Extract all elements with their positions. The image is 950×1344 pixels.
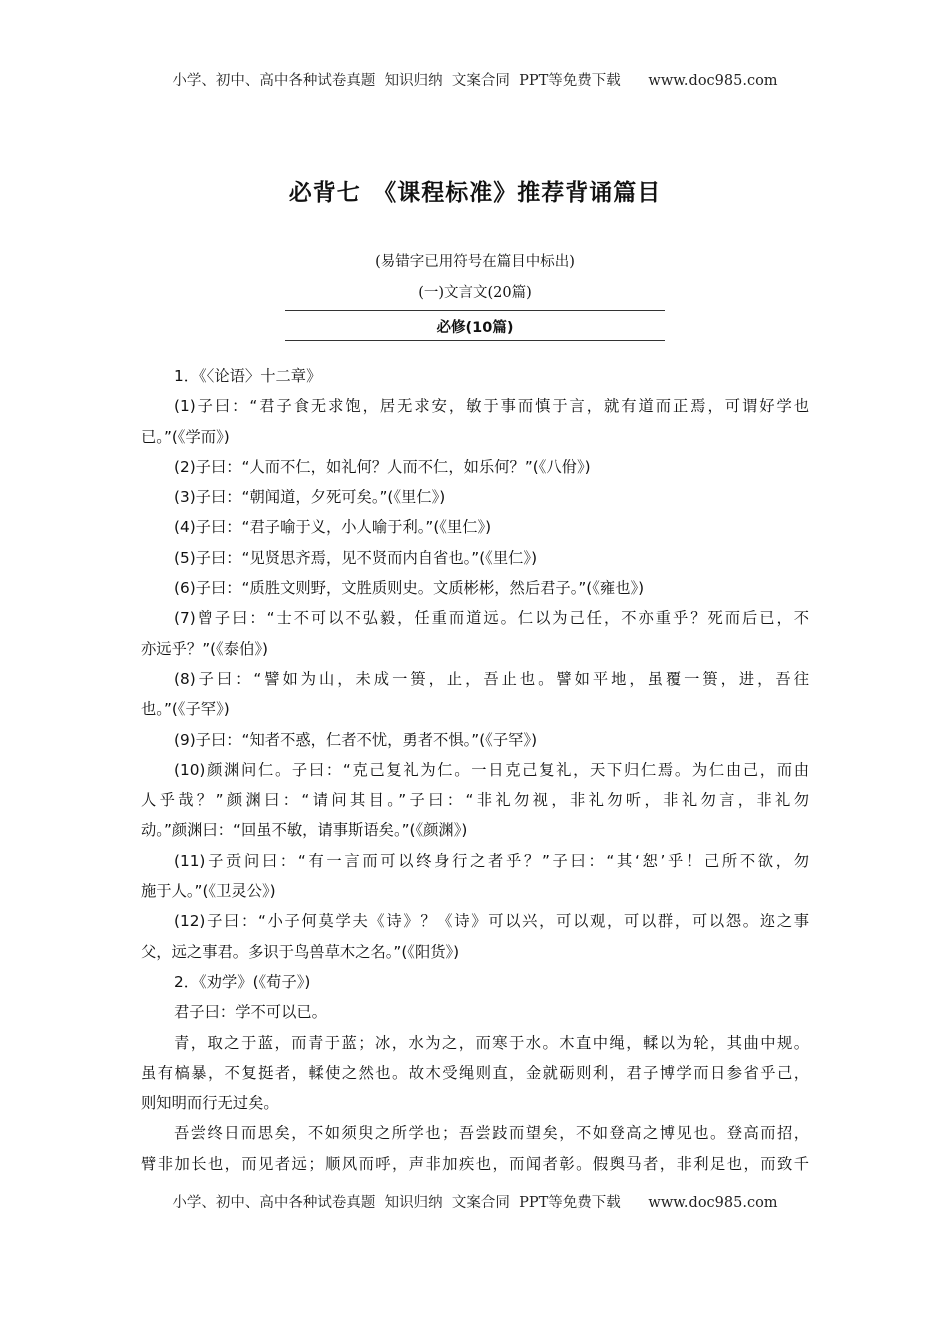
text-line: (12)子曰：“小子何莫学夫《诗》？《诗》可以兴，可以观，可以群，可以怨。迩之事 xyxy=(174,912,809,931)
item-heading: 2．《劝学》(《荀子》) xyxy=(174,972,311,991)
text-line: 吾尝终日而思矣，不如须臾之所学也；吾尝跂而望矣，不如登高之博见也。登高而招， xyxy=(174,1124,809,1143)
text-line: 人乎哉？”颜渊曰：“请问其目。”子曰：“非礼勿视，非礼勿听，非礼勿言，非礼勿 xyxy=(141,791,809,810)
text-line: (1)子曰：“君子食无求饱，居无求安，敏于事而慎于言，就有道而正焉，可谓好学也 xyxy=(174,397,809,416)
text-line: (3)子曰：“朝闻道，夕死可矣。”(《里仁》) xyxy=(174,488,446,507)
text-line: 施于人。”(《卫灵公》) xyxy=(141,882,276,901)
item-heading: 1．《〈论语〉十二章》 xyxy=(174,367,322,385)
text-line: (11)子贡问曰：“有一言而可以终身行之者乎？”子曰：“其‘恕’乎！己所不欲，勿 xyxy=(174,851,809,870)
document-body xyxy=(141,361,809,1179)
text-line: (9)子曰：“知者不惑，仁者不忧，勇者不惧。”(《子罕》) xyxy=(174,730,538,749)
text-line: (4)子曰：“君子喻于义，小人喻于利。”(《里仁》) xyxy=(174,518,492,537)
text-line: (5)子曰：“见贤思齐焉，见不贤而内自省也。”(《里仁》) xyxy=(174,548,538,567)
top-rule xyxy=(285,310,665,311)
text-line: 虽有槁暴，不复挺者，輮使之然也。故木受绳则直，金就砺则利，君子博学而日参省乎己， xyxy=(141,1063,809,1082)
page-header: 小学、初中、高中各种试卷真题 知识归纳 文案合同 PPT等免费下载 www.doc985.com xyxy=(172,73,778,89)
text-line: 也。”(《子罕》) xyxy=(141,700,230,719)
text-line: (8)子曰：“譬如为山，未成一篑，止，吾止也。譬如平地，虽覆一篑，进，吾往 xyxy=(174,669,809,688)
text-line: 父，远之事君。多识于鸟兽草木之名。”(《阳货》) xyxy=(141,942,460,961)
category-heading: (一)文言文(20篇) xyxy=(418,285,532,301)
text-line: 君子曰：学不可以已。 xyxy=(174,1003,327,1022)
page-footer: 小学、初中、高中各种试卷真题 知识归纳 文案合同 PPT等免费下载 www.doc985.com xyxy=(172,1195,778,1211)
bottom-rule xyxy=(285,340,665,341)
text-line: (7)曾子曰：“士不可以不弘毅，任重而道远。仁以为己任，不亦重乎？死而后已，不 xyxy=(174,609,809,628)
text-line: (2)子曰：“人而不仁，如礼何？人而不仁，如乐何？”(《八佾》) xyxy=(174,457,591,476)
text-line: (6)子曰：“质胜文则野，文胜质则史。文质彬彬，然后君子。”(《雍也》) xyxy=(174,579,645,598)
page-title: 必背七 《课程标准》推荐背诵篇目 xyxy=(288,180,662,206)
text-line: (10)颜渊问仁。子曰：“克己复礼为仁。一日克己复礼，天下归仁焉。为仁由己，而由 xyxy=(174,760,809,779)
text-line: 已。”(《学而》) xyxy=(141,427,230,446)
section-heading: 必修(10篇) xyxy=(436,320,514,336)
text-line: 青，取之于蓝，而青于蓝；冰，水为之，而寒于水。木直中绳，輮以为轮，其曲中规。 xyxy=(174,1033,809,1052)
text-line: 亦远乎？”(《泰伯》) xyxy=(141,639,268,658)
text-line: 则知明而行无过矣。 xyxy=(141,1094,279,1113)
text-line: 动。”颜渊曰：“回虽不敏，请事斯语矣。”(《颜渊》) xyxy=(141,821,468,840)
note: (易错字已用符号在篇目中标出) xyxy=(375,254,575,270)
text-line: 臂非加长也，而见者远；顺风而呼，声非加疾也，而闻者彰。假舆马者，非利足也，而致千 xyxy=(141,1154,809,1173)
